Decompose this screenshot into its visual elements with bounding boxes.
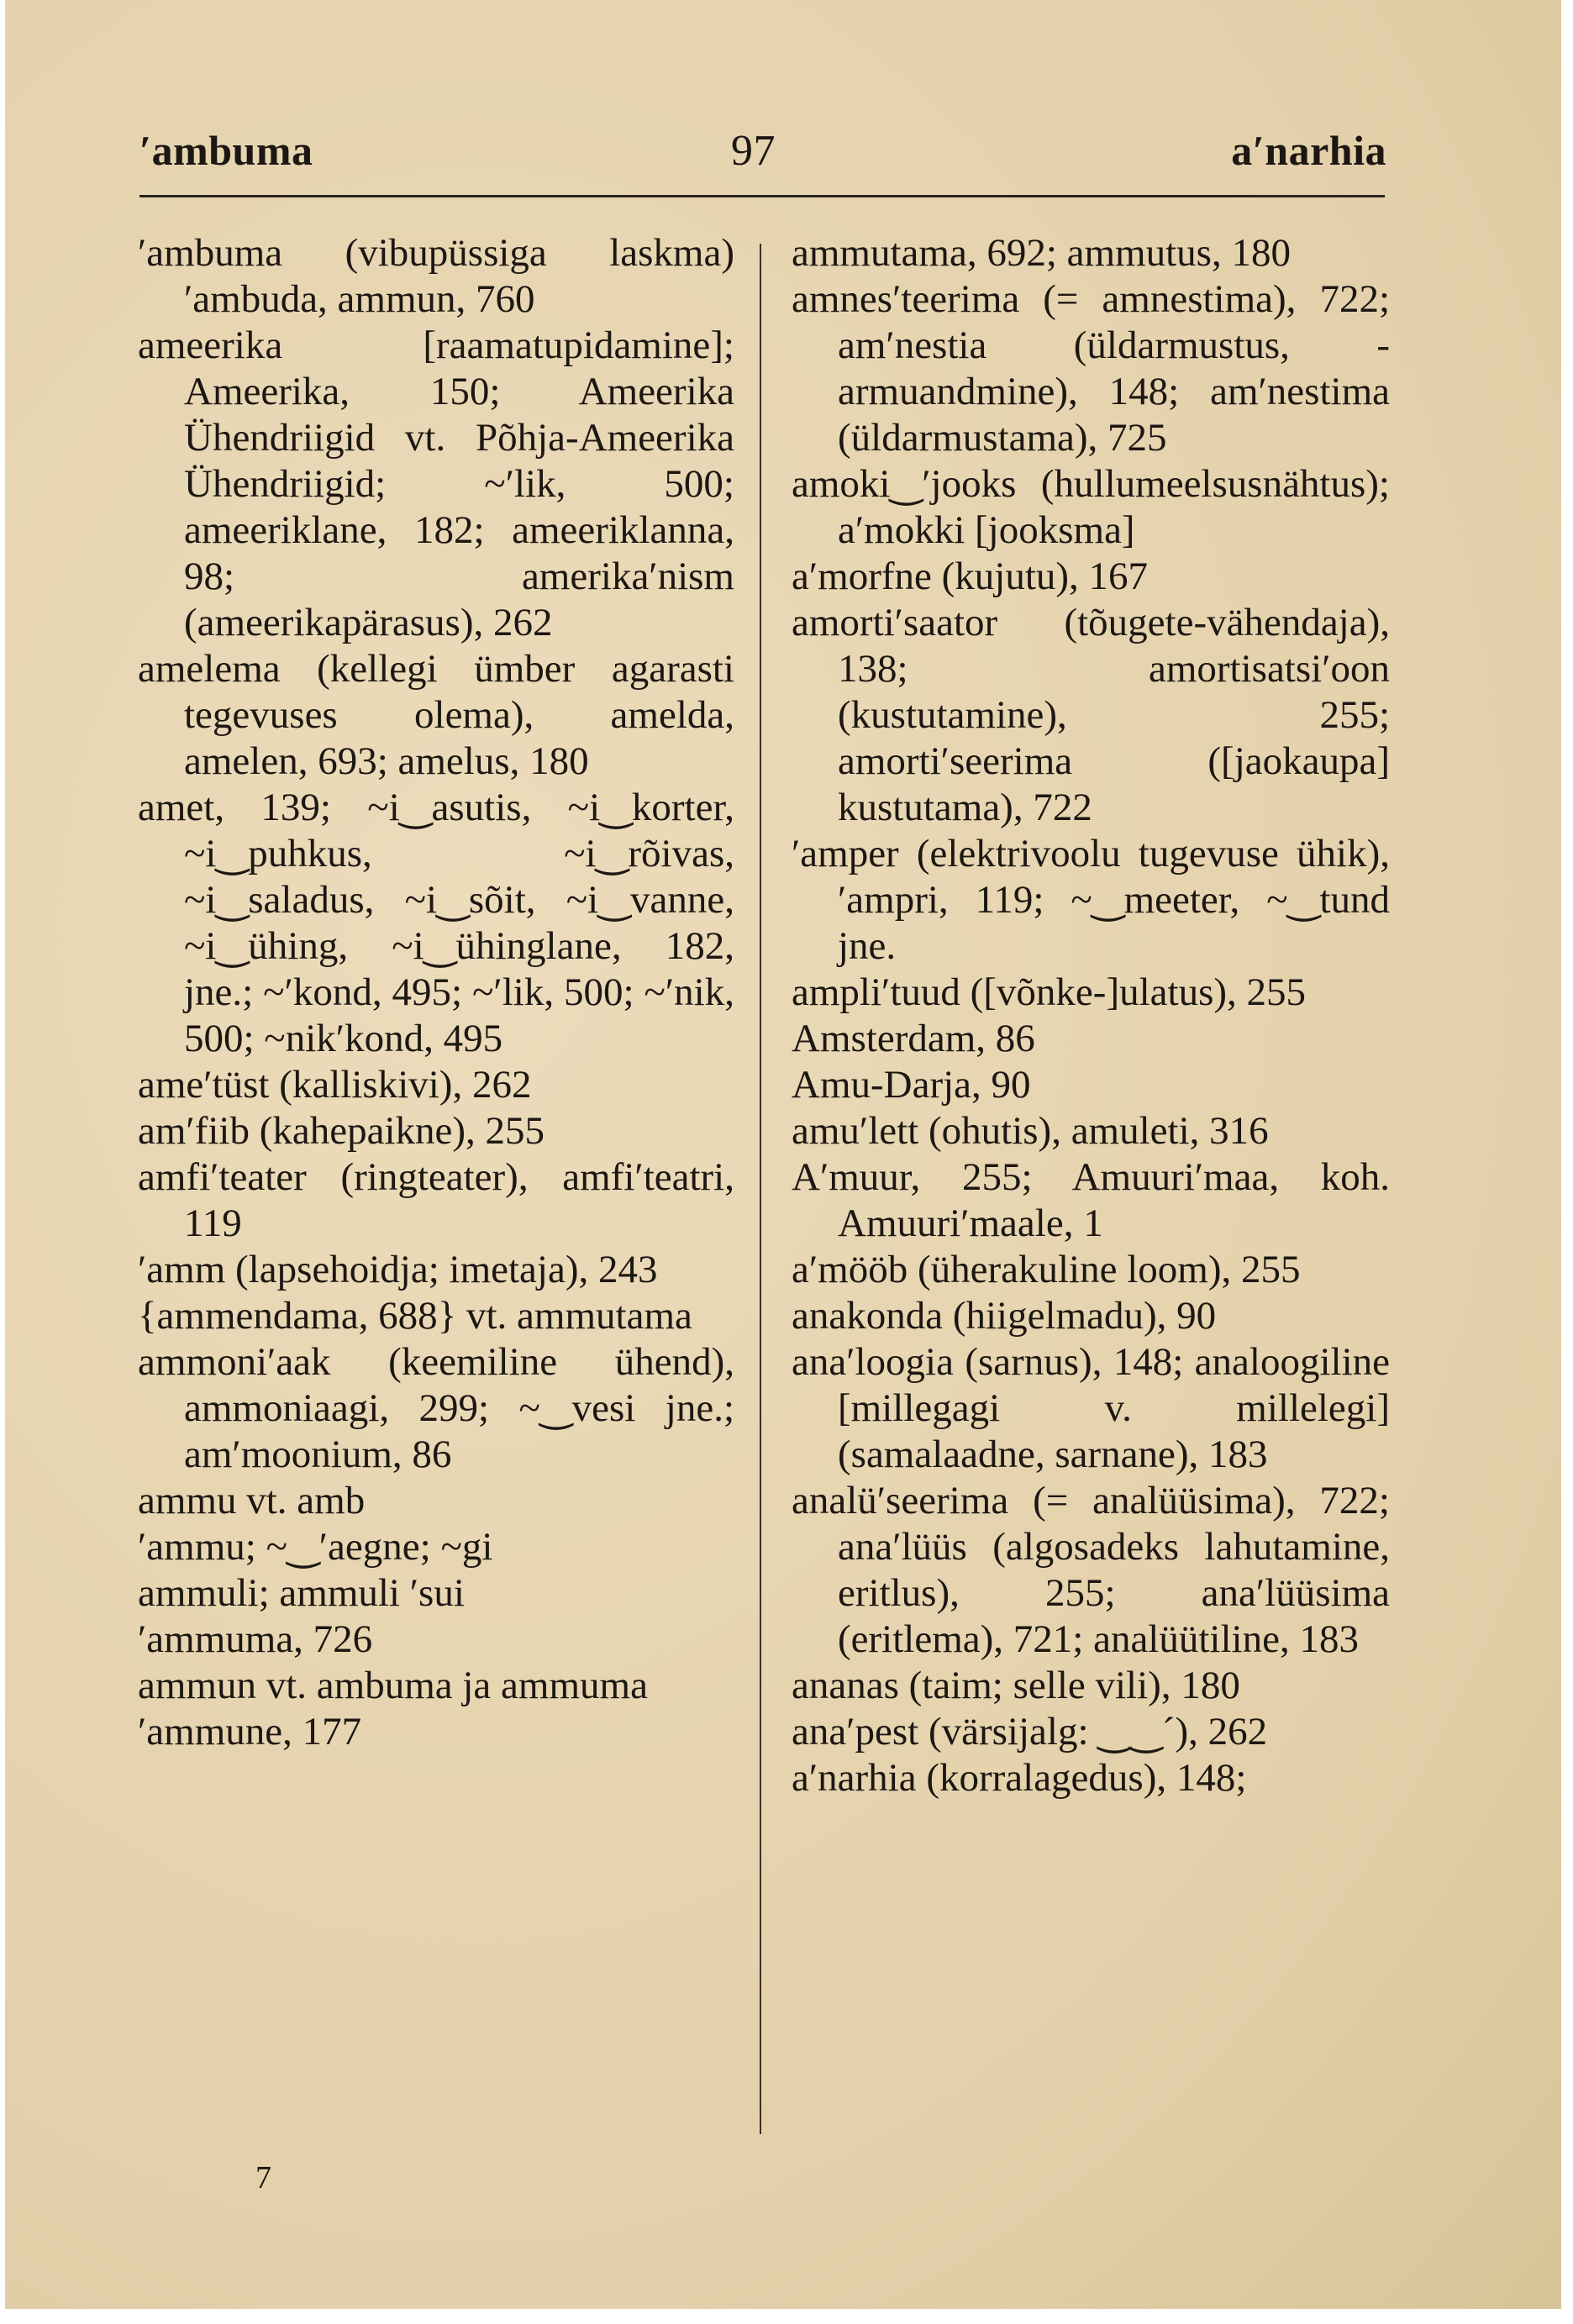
entry: Amsterdam, 86	[792, 1017, 1035, 1060]
entry: analüʹseerima (= analüüsima), 722; anaʹlüüs (algosadeks lahutamine, eritlus), 255; anaʹlüüsima (eritlema), 721; analüütiline, 183	[792, 1479, 1390, 1661]
entry: amet, 139; ~i‿asutis, ~i‿korter, ~i‿puhkus, ~i‿rõivas, ~i‿saladus, ~i‿sõit, ~i‿vanne, ~i‿ühing, ~i‿ühinglane, 182, jne.; ~ʹkond, 495; ~ʹlik, 500; ~ʹnik, 500; ~nikʹkond, 495	[138, 786, 734, 1060]
entry: ammun vt. ambuma ja ammuma	[138, 1664, 648, 1707]
entry: amelema (kellegi ümber agarasti tegevuses olema), amelda, amelen, 693; amelus, 180	[138, 647, 734, 783]
entry: ameerika [raamatupidamine]; Ameerika, 150; Ameerika Ühendriigid vt. Põhja-Ameerika Ühendriigid; ~ʹlik, 500; ameeriklane, 182; ameeriklanna, 98; amerikaʹnism (ameerikapärasus), 262	[138, 323, 734, 644]
entry: ananas (taim; selle vili), 180	[792, 1664, 1240, 1707]
entry: ammutama, 692; ammutus, 180	[792, 231, 1291, 275]
entry: aʹnarhia (korralagedus), 148;	[792, 1756, 1247, 1800]
entry: ʹambuma (vibupüssiga laskma) ʹambuda, ammun, 760	[138, 231, 734, 321]
entry: ammu vt. amb	[138, 1479, 366, 1522]
entry: {ammendama, 688} vt. ammutama	[138, 1294, 692, 1338]
left-column	[138, 230, 734, 1755]
entry: aʹmorfne (kujutu), 167	[792, 555, 1149, 598]
entry: ʹammuma, 726	[138, 1617, 373, 1661]
entry: ampliʹtuud ([võnke-]ulatus), 255	[792, 970, 1307, 1014]
entry: amnesʹteerima (= amnestima), 722; amʹnestia (üldarmustus, -armuandmine), 148; amʹnestima (üldarmustama), 725	[792, 277, 1390, 460]
entry: amortiʹsaator (tõugete-vähendaja), 138; amortisatsiʹoon (kustutamine), 255; amortiʹseerima ([jaokaupa] kustutama), 722	[792, 601, 1390, 829]
entry: ammoniʹaak (keemiline ühend), ammoniaagi, 299; ~‿vesi jne.; amʹmoonium, 86	[138, 1340, 734, 1476]
right-column	[792, 230, 1390, 1801]
entry: Amu-Darja, 90	[792, 1063, 1031, 1107]
signature-mark: 7	[255, 2160, 271, 2195]
entry: amfiʹteater (ringteater), amfiʹteatri, 119	[138, 1155, 734, 1245]
entry: amʹfiib (kahepaikne), 255	[138, 1109, 545, 1153]
header-rule	[139, 195, 1385, 197]
entry: aʹmööb (üherakuline loom), 255	[792, 1248, 1301, 1291]
entry: anakonda (hiigelmadu), 90	[792, 1294, 1217, 1338]
entry: ʹammune, 177	[138, 1710, 362, 1754]
entry: ʹamper (elektrivoolu tugevuse ühik), ʹampri, 119; ~‿meeter, ~‿tund jne.	[792, 832, 1390, 968]
entry: amuʹlett (ohutis), amuleti, 316	[792, 1109, 1269, 1153]
page-number: 97	[731, 127, 776, 175]
running-head-right: aʹnarhia	[1231, 127, 1386, 174]
entry: ʹamm (lapsehoidja; imetaja), 243	[138, 1248, 658, 1291]
entry: Aʹmuur, 255; Amuuriʹmaa, koh. Amuuriʹmaale, 1	[792, 1155, 1390, 1245]
entry: amoki‿ʹjooks (hullumeelsusnähtus); aʹmokki [jooksma]	[792, 462, 1390, 552]
entry: anaʹloogia (sarnus), 148; analoogiline [millegagi v. millelegi] (samalaadne, sarnane), 183	[792, 1340, 1390, 1476]
entry: ameʹtüst (kalliskivi), 262	[138, 1063, 532, 1107]
entry: anaʹpest (värsijalg: ‿‿ˊ), 262	[792, 1710, 1268, 1754]
entry: ammuli; ammuli ʹsui	[138, 1571, 465, 1615]
entry: ʹammu; ~‿ʹaegne; ~gi	[138, 1525, 493, 1569]
running-head-left: ʹambuma	[139, 127, 313, 174]
column-divider	[760, 244, 761, 2134]
